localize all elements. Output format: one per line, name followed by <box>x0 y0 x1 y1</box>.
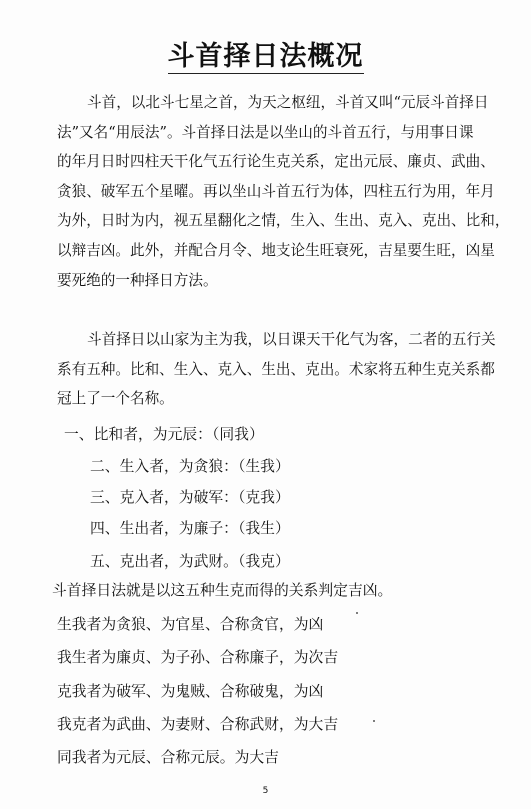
enum-item: 二、生入者，为贪狼：（生我） <box>90 458 290 475</box>
paragraph-line: 系有五种。比和、生入、克入、生出、克出。术家将五种生克关系都 <box>57 360 495 378</box>
enum-item: 三、克入者，为破军：（克我） <box>90 489 290 506</box>
rule-line: 同我者为元辰、合称元辰。为大吉 <box>57 749 279 766</box>
rule-line: 我生者为廉贞、为子孙、合称廉子，为次吉 <box>57 649 339 666</box>
scan-speck <box>356 612 358 614</box>
paragraph-line: 冠上了一个名称。 <box>57 390 174 408</box>
paragraph-line: 的年月日时四柱天干化气五行论生克关系，定出元辰、廉贞、武曲、 <box>57 153 495 171</box>
paragraph-line: 斗首，以北斗七星之首，为天之枢纽，斗首又叫“元辰斗首择日 <box>87 94 489 111</box>
paragraph-line: 贪狼、破军五个星曜。再以坐山斗首五行为体，四柱五行为用，年月 <box>57 182 495 200</box>
enum-item: 一、比和者，为元辰：（同我） <box>64 426 264 443</box>
paragraph-line: 法”又名“用辰法”。斗首择日法是以坐山的斗首五行，与用事日课 <box>57 123 474 141</box>
rule-line: 生我者为贪狼、为官星、合称贪官，为凶 <box>57 616 324 633</box>
paragraph-relations <box>57 325 497 414</box>
paragraph-line: 为外，日时为内，视五星翻化之情，生入、生出、克入、克出、比和， <box>57 212 510 230</box>
page-title <box>0 40 531 74</box>
page-number: 5 <box>262 786 269 796</box>
paragraph-line: 斗首择日以山家为主为我，以日课天干化气为客，二者的五行关 <box>87 331 496 348</box>
scan-speck <box>373 720 375 722</box>
paragraph-line: 要死绝的一种择日方法。 <box>57 271 218 289</box>
page-title-text: 斗首择日法概况 <box>167 41 364 72</box>
rule-line: 克我者为破军、为鬼贼、合称破鬼，为凶 <box>57 683 324 700</box>
summary-line: 斗首择日法就是以这五种生克而得的关系判定吉凶。 <box>52 582 393 599</box>
paragraph-line: 以辩吉凶。此外，并配合月令、地支论生旺衰死，吉星要生旺，凶星 <box>57 241 495 259</box>
paragraph-intro <box>57 88 510 295</box>
enum-item: 五、克出者，为武财。（我克） <box>90 553 290 570</box>
enum-item: 四、生出者，为廉子：（我生） <box>90 520 290 537</box>
rule-line: 我克者为武曲、为妻财、合称武财，为大吉 <box>57 716 339 733</box>
